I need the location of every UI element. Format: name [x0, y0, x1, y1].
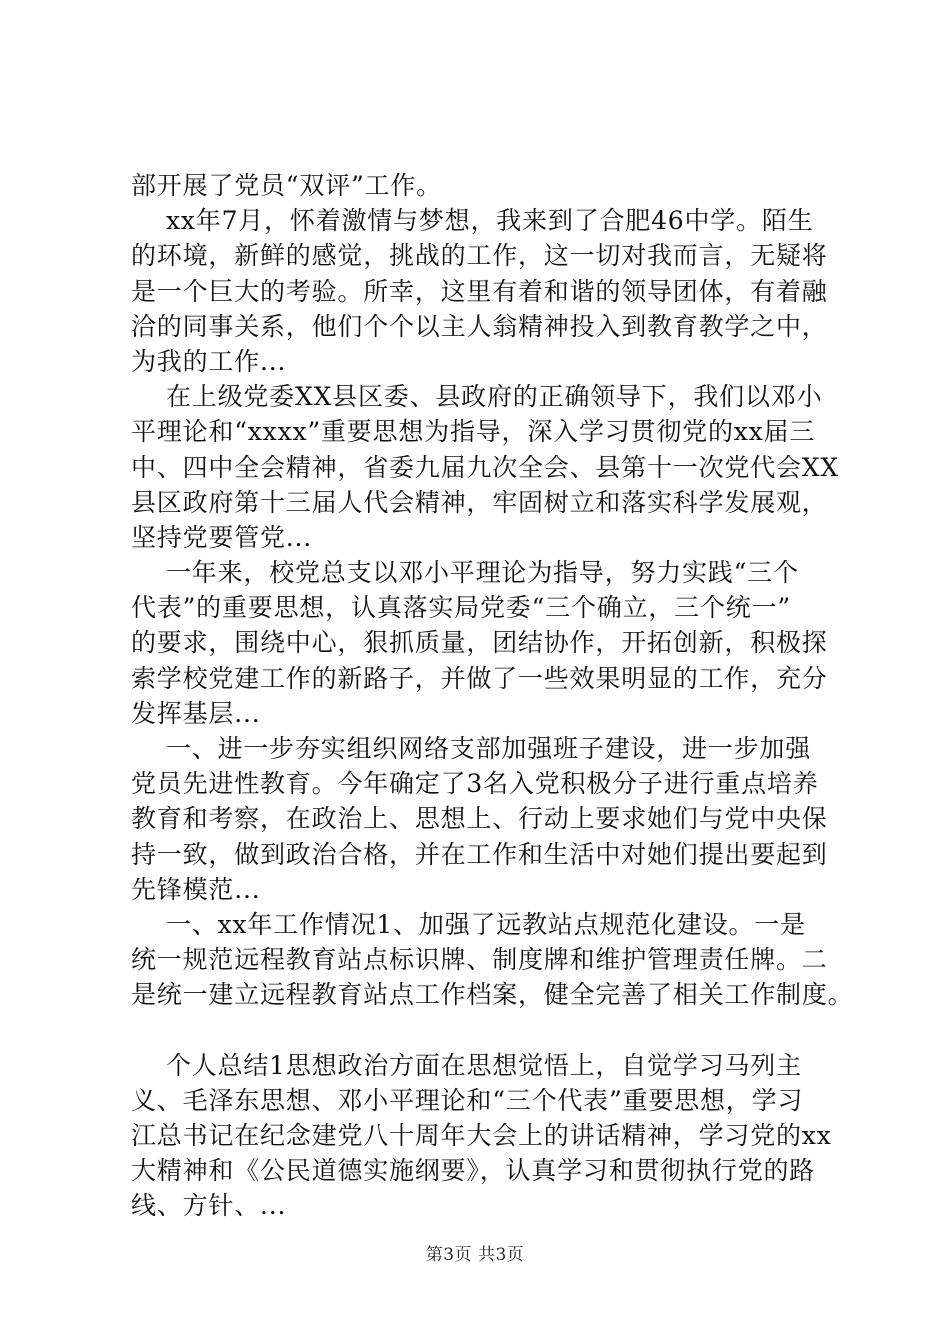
text-line: 是统一建立远程教育站点工作档案，健全完善了相关工作制度。 [131, 980, 854, 1010]
text-line: 江总书记在纪念建党八十周年大会上的讲话精神，学习党的xx [131, 1121, 832, 1151]
paragraph [131, 1048, 831, 1224]
text-line: 代表”的重要思想，认真落实局党委“三个确立，三个统一” [131, 593, 791, 623]
text-line: 洽的同事关系，他们个个以主人翁精神投入到教育教学之中， [131, 311, 828, 341]
text-line: 一年来，校党总支以邓小平理论为指导，努力实践“三个 [131, 558, 799, 588]
text-line: 部开展了党员“双评”工作。 [131, 171, 442, 200]
text-line: 坚持党要管党... [131, 522, 313, 552]
paragraph-spacer [131, 1013, 831, 1048]
text-line: 一、进一步夯实组织网络支部加强班子建设，进一步加强 [131, 734, 811, 763]
text-line: 平理论和“xxxx”重要思想为指导，深入学习贯彻党的xx届三 [131, 417, 816, 447]
paragraph [131, 379, 839, 555]
text-line: 一、xx年工作情况1、加强了远教站点规范化建设。一是 [131, 909, 806, 939]
text-line: 的要求，围绕中心，狠抓质量，团结协作，开拓创新，积极探 [131, 628, 828, 658]
paragraph [131, 731, 831, 907]
paragraph [131, 555, 831, 731]
text-line: 持一致，做到政治合格，并在工作和生活中对她们提出要起到 [131, 839, 828, 869]
text-line: 中、四中全会精神，省委九届九次全会、县第十一次党代会XX [131, 452, 839, 482]
text-line: 的环境，新鲜的感觉，挑战的工作，这一切对我而言，无疑将 [131, 241, 828, 271]
text-line: xx年7月，怀着激情与梦想，我来到了合肥46中学。陌生 [131, 206, 814, 236]
text-line: 大精神和《公民道德实施纲要》，认真学习和贯彻执行党的路 [131, 1156, 816, 1186]
text-line: 是一个巨大的考验。所幸，这里有着和谐的领导团体，有着融 [131, 276, 828, 306]
text-line: 统一规范远程教育站点标识牌、制度牌和维护管理责任牌。二 [131, 945, 828, 975]
text-line: 党员先进性教育。今年确定了3名入党积极分子进行重点培养 [131, 769, 819, 799]
paragraph [131, 203, 831, 379]
page-number-footer: 第3页 共3页 [425, 1245, 525, 1265]
paragraph [131, 907, 854, 1013]
text-line: 先锋模范... [131, 874, 261, 904]
text-line: 索学校党建工作的新路子，并做了一些效果明显的工作，充分 [131, 663, 828, 693]
text-line: 在上级党委XX县区委、县政府的正确领导下，我们以邓小 [131, 382, 823, 412]
text-line: 义、毛泽东思想、邓小平理论和“三个代表”重要思想，学习 [131, 1085, 804, 1115]
text-line: 个人总结1思想政治方面在思想觉悟上，自觉学习马列主 [131, 1050, 802, 1080]
document-body [131, 168, 854, 1224]
text-line: 发挥基层... [131, 698, 261, 728]
paragraph [131, 168, 831, 203]
text-line: 线、方针、... [131, 1191, 287, 1221]
text-line: 县区政府第十三届人代会精神，牢固树立和落实科学发展观， [131, 487, 828, 517]
text-line: 教育和考察，在政治上、思想上、行动上要求她们与党中央保 [131, 804, 828, 834]
text-line: 为我的工作... [131, 346, 287, 376]
